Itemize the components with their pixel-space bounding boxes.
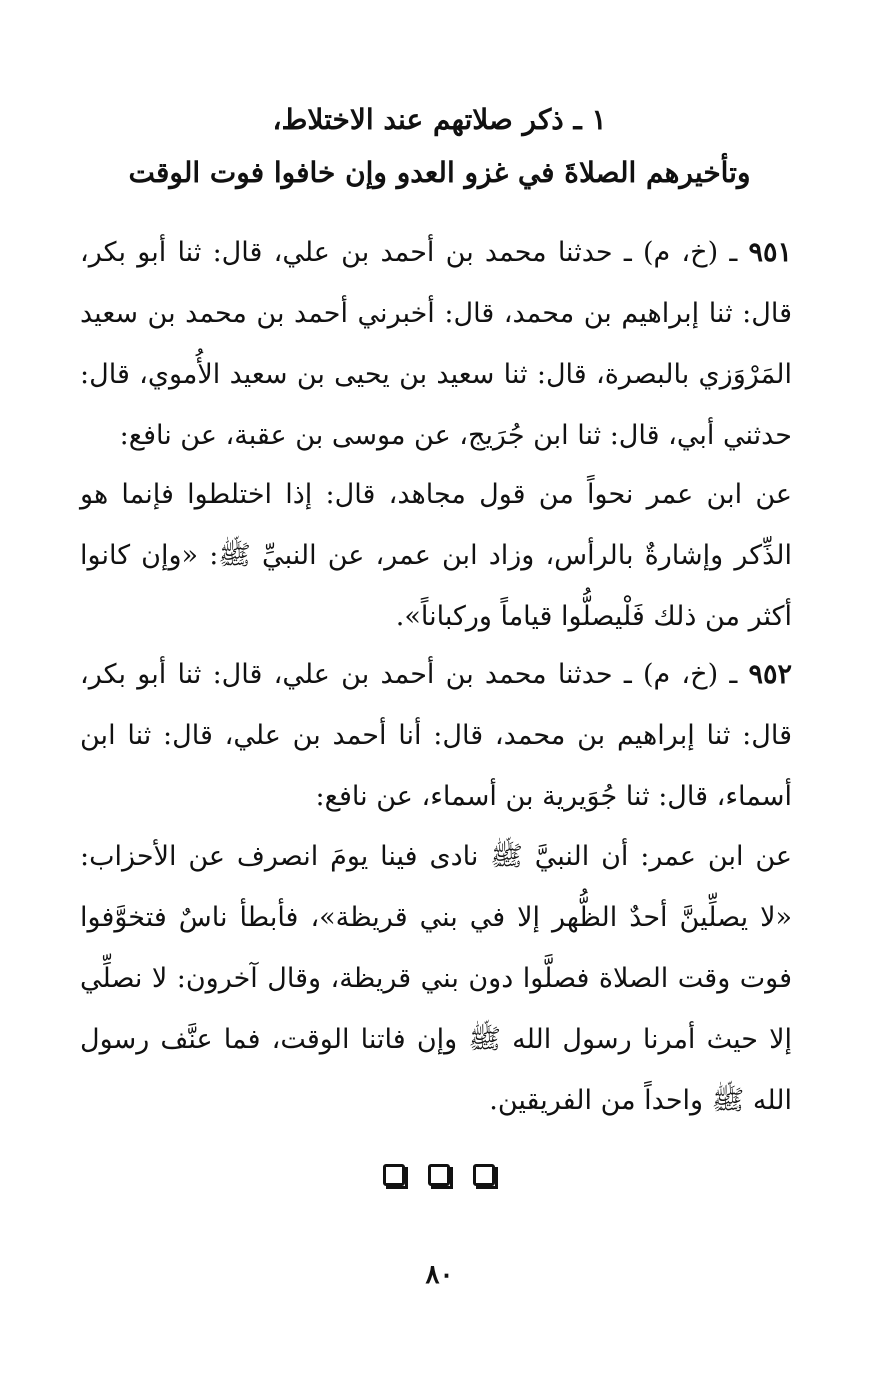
paragraph-text: ـ (خ، م) ـ حدثنا محمد بن أحمد بن علي، قال: ثنا أبو بكر، قال: ثنا إبراهيم بن محمد، قال: أخبرني أحمد بن محمد بن سعيد المَرْوَزي بالبصرة، قال: ثنا سعيد بن يحيى بن سعيد الأُموي، قال: حدثني أبي، قال: ثنا ابن جُرَيج، عن موسى بن عقبة، عن نافع: (80, 237, 792, 451)
section-heading-line-1: ١ ـ ذكر صلاتهم عند الاختلاط، (272, 103, 607, 136)
hadith-951-isnad (80, 222, 792, 466)
separator-square-icon (383, 1164, 405, 1186)
section-heading-line-2: وتأخيرهم الصلاةَ في غزو العدو وإن خافوا فوت الوقت (128, 156, 751, 189)
separator-square-icon (473, 1164, 495, 1186)
paragraph-text: عن ابن عمر: أن النبيَّ ﷺ نادى فينا يومَ انصرف عن الأحزاب: «لا يصلِّينَّ أحدٌ الظُّهر إلا في بني قريظة»، فأبطأ ناسٌ فتخوَّفوا فوت وقت الصلاة فصلَّوا دون بني قريظة، وقال آخرون: لا نصلِّي إلا حيث أمرنا رسول الله ﷺ وإن فاتنا الوقت، فما عنَّف رسول الله ﷺ واحداً من الفريقين. (80, 841, 792, 1116)
separator-square-icon (428, 1164, 450, 1186)
hadith-number: ٩٥٢ (748, 659, 792, 690)
paragraph-text: عن ابن عمر نحواً من قول مجاهد، قال: إذا اختلطوا فإنما هو الذِّكر وإشارةٌ بالرأس، وزاد ابن عمر، عن النبيِّ ﷺ: «وإن كانوا أكثر من ذلك فَلْيصلُّوا قياماً وركباناً». (80, 479, 792, 632)
section-separator (383, 1160, 495, 1190)
hadith-952-matn (80, 826, 792, 1131)
page-number: ٨٠ (425, 1260, 454, 1290)
hadith-951-matn (80, 464, 792, 647)
hadith-952-isnad (80, 644, 792, 827)
hadith-number: ٩٥١ (748, 237, 792, 268)
paragraph-text: ـ (خ، م) ـ حدثنا محمد بن أحمد بن علي، قال: ثنا أبو بكر، قال: ثنا إبراهيم بن محمد، قال: أنا أحمد بن علي، قال: ثنا ابن أسماء، قال: ثنا جُوَيرية بن أسماء، عن نافع: (80, 659, 792, 812)
